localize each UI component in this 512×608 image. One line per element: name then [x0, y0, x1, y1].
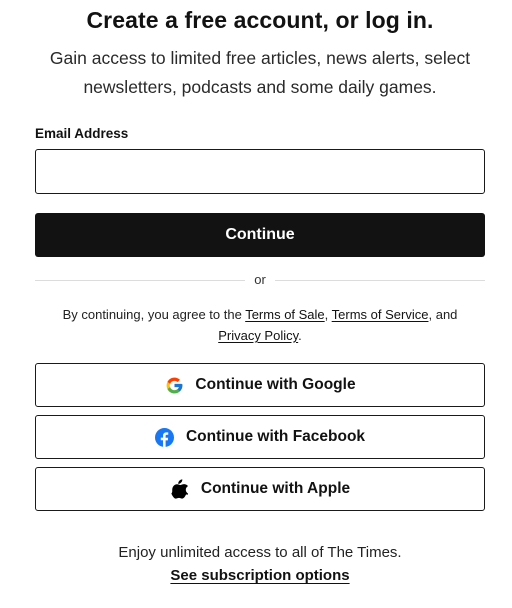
terms-notice	[40, 304, 480, 346]
subtitle-line-2: newsletters, podcasts and some daily games.	[83, 77, 437, 97]
email-field[interactable]	[35, 149, 485, 194]
or-divider	[35, 272, 485, 288]
privacy-policy-link[interactable]: Privacy Policy	[218, 328, 299, 343]
apple-button-label: Continue with Apple	[200, 480, 351, 497]
page-subtitle	[0, 44, 512, 102]
facebook-button-label: Continue with Facebook	[185, 428, 366, 445]
facebook-icon	[155, 427, 175, 447]
email-label: Email Address	[35, 126, 129, 141]
google-button-label: Continue with Google	[195, 376, 356, 393]
divider-text: or	[254, 272, 266, 287]
terms-suffix: .	[298, 328, 302, 343]
terms-of-service-link[interactable]: Terms of Service	[331, 307, 429, 322]
terms-separator-1: ,	[324, 307, 332, 322]
terms-of-sale-link[interactable]: Terms of Sale	[245, 307, 325, 322]
continue-with-facebook-button[interactable]	[35, 415, 485, 459]
continue-button[interactable]: Continue	[35, 213, 485, 257]
footer-link-wrapper	[0, 565, 512, 587]
see-subscription-options-link[interactable]: See subscription options	[170, 567, 350, 584]
google-icon	[164, 375, 184, 395]
continue-with-apple-button[interactable]	[35, 467, 485, 511]
apple-icon	[170, 479, 190, 499]
divider-line-right	[275, 280, 485, 281]
continue-with-google-button[interactable]	[35, 363, 485, 407]
terms-separator-2: , and	[428, 307, 458, 322]
footer-promo-text: Enjoy unlimited access to all of The Times.	[118, 544, 402, 561]
terms-prefix: By continuing, you agree to the	[62, 307, 246, 322]
subtitle-line-1: Gain access to limited free articles, news alerts, select	[49, 48, 471, 68]
page-title: Create a free account, or log in.	[86, 7, 434, 33]
